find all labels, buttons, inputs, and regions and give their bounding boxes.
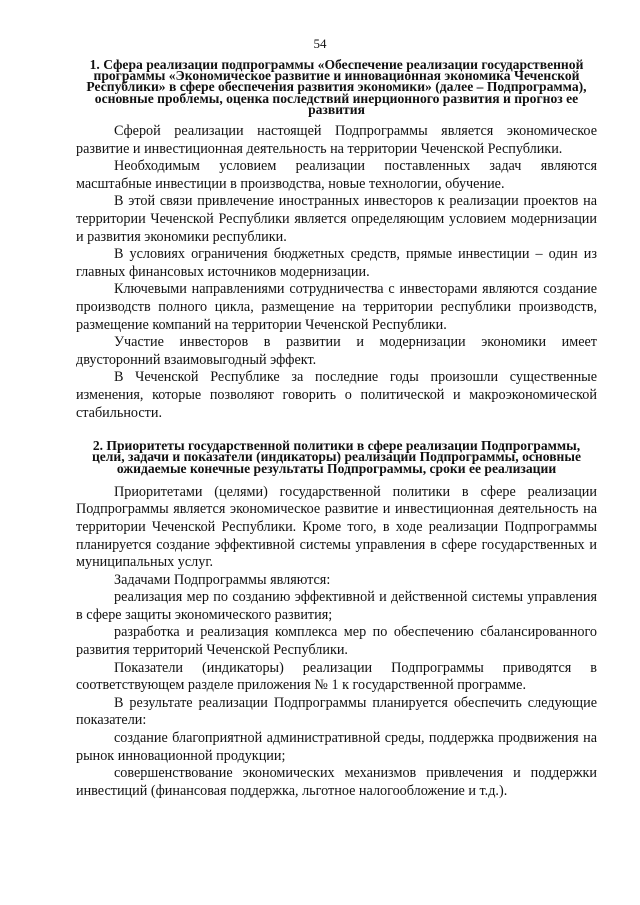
page-number: 54 xyxy=(313,36,327,51)
section-1-body xyxy=(76,123,597,422)
section-2-heading: 2. Приоритеты государственной политики в сфере реализации Подпрограммы, цели, задачи и показатели (индикаторы) реализации Подпрограммы, основные ожидаемые конечные результаты Подпрограммы, сроки ее реализации xyxy=(91,438,582,476)
paragraph: В условиях ограничения бюджетных средств, прямые инвестиции – один из главных финансовых источников модернизации. xyxy=(76,246,597,280)
section-2-body xyxy=(76,484,597,801)
section-1-heading: 1. Сфера реализации подпрограммы «Обеспечение реализации государственной программы «Экономическое развитие и инновационная экономика Чеченской Республики» в сфере обеспечения развития экономики» (далее – Подпрограмма), основные проблемы, оценка последствий инерционного развития и прогноз ее развития xyxy=(86,57,587,117)
list-item: разработка и реализация комплекса мер по обеспечению сбалансированного развития территорий Чеченской Республики. xyxy=(76,624,597,659)
paragraph: Ключевыми направлениями сотрудничества с инвесторами являются создание производств полного цикла, размещение на территории республики производств, размещение компаний на территории Чеченской Республики. xyxy=(76,281,597,333)
paragraph: Необходимым условием реализации поставленных задач являются масштабные инвестиции в производства, новые технологии, обучение. xyxy=(76,158,597,192)
paragraph: В Чеченской Республике за последние годы произошли существенные изменения, которые позволяют говорить о политической и макроэкономической стабильности. xyxy=(76,369,597,421)
paragraph: Приоритетами (целями) государственной политики в сфере реализации Подпрограммы является экономическое развитие и инвестиционная деятельность на территории Чеченской Республики. Кроме того, в ходе реализации Подпрограммы планируется создание эффективной системы управления в сфере государственных и муниципальных услуг. xyxy=(76,483,597,571)
paragraph: Задачами Подпрограммы являются: xyxy=(114,571,331,588)
list-item: совершенствование экономических механизмов привлечения и поддержки инвестиций (финансовая поддержка, льготное налогообложение и т.д.). xyxy=(76,765,597,799)
paragraph: Участие инвесторов в развитии и модернизации экономики имеет двусторонний взаимовыгодный эффект. xyxy=(76,334,597,368)
paragraph: Сферой реализации настоящей Подпрограммы является экономическое развитие и инвестиционная деятельность на территории Чеченской Республики. xyxy=(76,123,597,157)
paragraph: Показатели (индикаторы) реализации Подпрограммы приводятся в соответствующем разделе приложения № 1 к государственной программе. xyxy=(76,659,597,694)
paragraph: В этой связи привлечение иностранных инвесторов к реализации проектов на территории Чеченской Республики является определяющим условием модернизации и развития экономики республики. xyxy=(76,193,597,245)
list-item: создание благоприятной административной среды, поддержка продвижения на рынок инновационной продукции; xyxy=(76,730,597,764)
document-body xyxy=(76,59,597,800)
list-item: реализация мер по созданию эффективной и действенной системы управления в сфере защиты экономического развития; xyxy=(76,589,597,623)
paragraph: В результате реализации Подпрограммы планируется обеспечить следующие показатели: xyxy=(76,694,597,729)
